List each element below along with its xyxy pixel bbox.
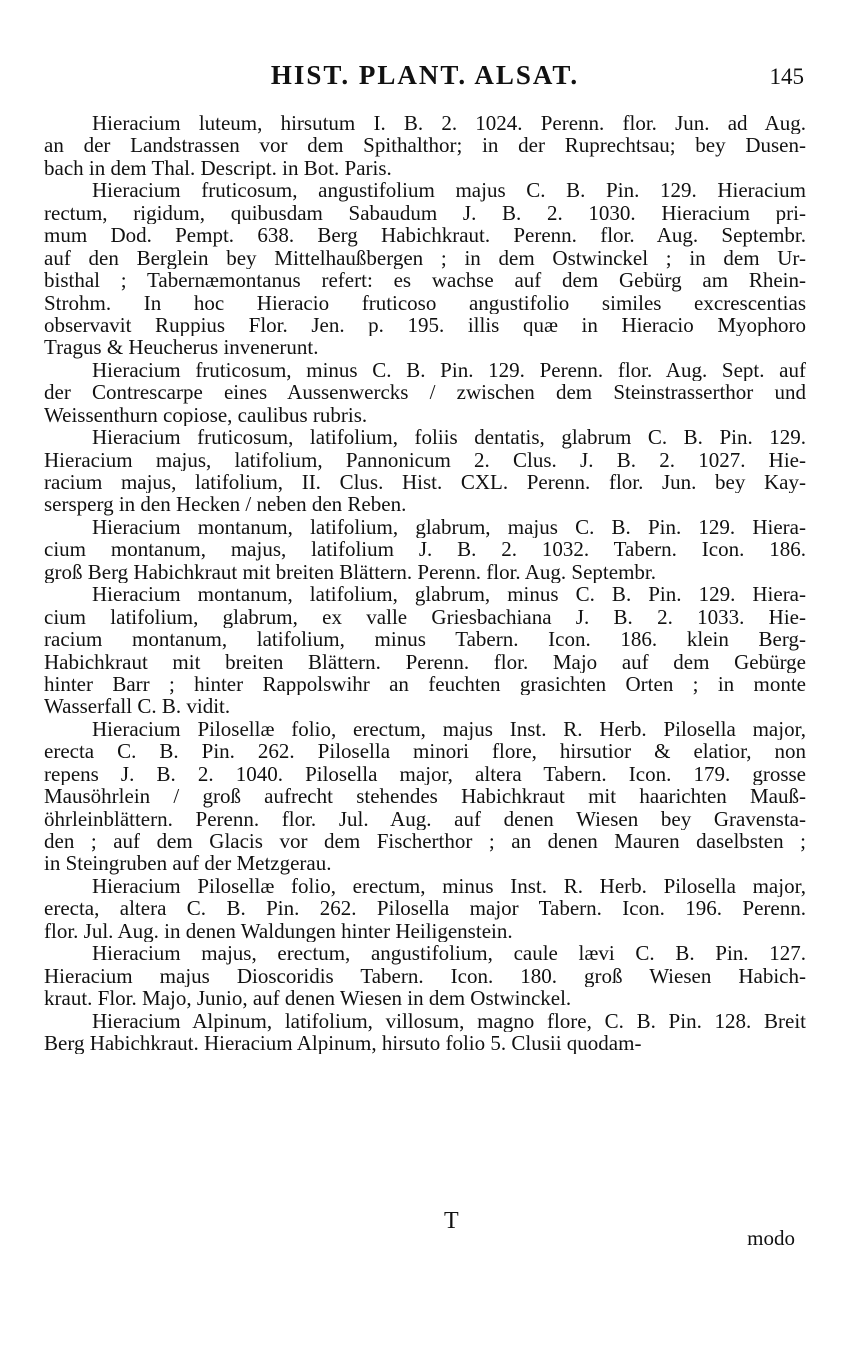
text-line: auf den Berglein bey Mittelhaußbergen ; in dem Ostwinckel ; in dem Ur- <box>44 246 806 270</box>
catchword: modo <box>747 1226 795 1250</box>
text-line: repens J. B. 2. 1040. Pilosella major, altera Tabern. Icon. 179. grosse <box>44 762 806 786</box>
running-title: HIST. PLANT. ALSAT. <box>270 60 580 90</box>
text-line: bisthal ; Tabernæmontanus refert: es wachse auf dem Gebürg am Rhein- <box>44 269 806 292</box>
entry <box>44 718 806 875</box>
text-body <box>44 112 806 1054</box>
text-line: Hieracium Pilosellæ folio, erectum, minus Inst. R. Herb. Pilosella major, <box>92 874 806 898</box>
text-line: cium latifolium, glabrum, ex valle Griesbachiana J. B. 2. 1033. Hie- <box>44 605 806 629</box>
text-line: Hieracium majus Dioscoridis Tabern. Icon. 180. groß Wiesen Habich- <box>44 964 806 988</box>
text-line: bach in dem Thal. Descript. in Bot. Paris. <box>44 156 392 180</box>
text-line: Hieracium fruticosum, latifolium, foliis dentatis, glabrum C. B. Pin. 129. <box>92 426 806 449</box>
entry <box>44 1010 806 1055</box>
page-footer <box>0 1208 850 1248</box>
text-line: racium majus, latifolium, II. Clus. Hist. CXL. Perenn. flor. Jun. bey Kay- <box>44 471 806 494</box>
signature-mark: T <box>444 1208 459 1234</box>
entry <box>44 426 806 516</box>
text-line: erecta, altera C. B. Pin. 262. Pilosella major Tabern. Icon. 196. Perenn. <box>44 897 806 920</box>
text-line: Hieracium majus, erectum, angustifolium, caule lævi C. B. Pin. 127. <box>92 942 806 965</box>
entry <box>44 359 806 426</box>
entry <box>44 875 806 942</box>
text-line: rectum, rigidum, quibusdam Sabaudum J. B. 2. 1030. Hieracium pri- <box>44 201 806 225</box>
text-line: Hieracium fruticosum, minus C. B. Pin. 129. Perenn. flor. Aug. Sept. auf <box>92 358 806 382</box>
text-line: Hieracium montanum, latifolium, glabrum, majus C. B. Pin. 129. Hiera- <box>92 515 806 539</box>
text-line: cium montanum, majus, latifolium J. B. 2. 1032. Tabern. Icon. 186. <box>44 538 806 561</box>
text-line: observavit Ruppius Flor. Jen. p. 195. illis quæ in Hieracio Myophoro <box>44 313 806 337</box>
text-line: der Contrescarpe eines Aussenwercks / zwischen dem Steinstrasserthor und <box>44 381 806 404</box>
text-line: Hieracium Alpinum, latifolium, villosum, magno flore, C. B. Pin. 128. Breit <box>92 1009 806 1032</box>
text-line: flor. Jul. Aug. in denen Waldungen hinter Heiligenstein. <box>44 919 513 943</box>
text-line: Wasserfall C. B. vidit. <box>44 695 231 718</box>
entry <box>44 516 806 583</box>
entry <box>44 583 806 718</box>
text-line: Tragus & Heucherus invenerunt. <box>44 336 319 359</box>
text-line: hinter Barr ; hinter Rappolswihr an feuchten grasichten Orten ; in monte <box>44 672 806 696</box>
text-line: mum Dod. Pempt. 638. Berg Habichkraut. Perenn. flor. Aug. Septembr. <box>44 224 806 247</box>
text-line: Hieracium fruticosum, angustifolium majus C. B. Pin. 129. Hieracium <box>92 179 806 202</box>
text-line: Hieracium montanum, latifolium, glabrum, minus C. B. Pin. 129. Hiera- <box>92 583 806 606</box>
text-line: Habichkraut mit breiten Blättern. Perenn. flor. Majo auf dem Gebürge <box>44 650 806 673</box>
text-line: erecta C. B. Pin. 262. Pilosella minori flore, hirsutior & elatior, non <box>44 740 806 763</box>
text-line: groß Berg Habichkraut mit breiten Blättern. Perenn. flor. Aug. Septembr. <box>44 560 656 584</box>
text-line: den ; auf dem Glacis vor dem Fischerthor ; an denen Mauren daselbsten ; <box>44 830 806 853</box>
text-line: Hieracium Pilosellæ folio, erectum, majus Inst. R. Herb. Pilosella major, <box>92 717 806 741</box>
text-line: Weissenthurn copiose, caulibus rubris. <box>44 403 368 427</box>
text-line: Berg Habichkraut. Hieracium Alpinum, hirsuto folio 5. Clusii quodam- <box>44 1031 642 1055</box>
page-header <box>0 60 850 100</box>
text-line: Hieracium luteum, hirsutum I. B. 2. 1024. Perenn. flor. Jun. ad Aug. <box>92 112 806 135</box>
entry <box>44 179 806 359</box>
text-line: in Steingruben auf der Metzgerau. <box>44 852 332 875</box>
text-line: Strohm. In hoc Hieracio fruticoso angustifolio similes excrescentias <box>44 291 806 314</box>
text-line: racium montanum, latifolium, minus Tabern. Icon. 186. klein Berg- <box>44 628 806 651</box>
text-line: sersperg in den Hecken / neben den Reben. <box>44 493 407 516</box>
text-line: Hieracium majus, latifolium, Pannonicum 2. Clus. J. B. 2. 1027. Hie- <box>44 448 806 471</box>
text-line: an der Landstrassen vor dem Spithalthor; in der Ruprechtsau; bey Dusen- <box>44 134 806 157</box>
text-line: kraut. Flor. Majo, Junio, auf denen Wiesen in dem Ostwinckel. <box>44 987 572 1010</box>
text-line: öhrleinblättern. Perenn. flor. Jul. Aug. auf denen Wiesen bey Gravensta- <box>44 807 806 830</box>
text-line: Mausöhrlein / groß aufrecht stehendes Habichkraut mit haarichten Mauß- <box>44 785 806 808</box>
entry <box>44 112 806 179</box>
entry <box>44 942 806 1009</box>
page-number: 145 <box>769 64 804 89</box>
